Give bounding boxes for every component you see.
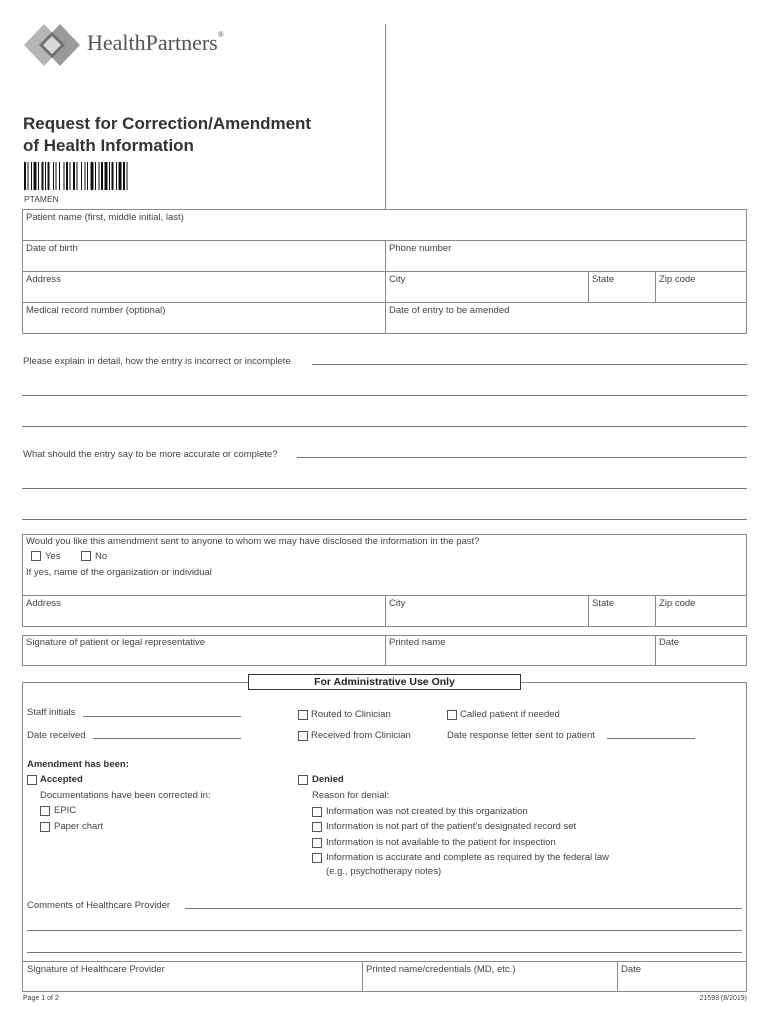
yes-label: Yes — [45, 551, 61, 562]
paper-chart-label: Paper chart — [54, 821, 104, 832]
provider-signature-field[interactable]: Signature of Healthcare Provider — [27, 964, 165, 975]
provider-date-field[interactable]: Date — [621, 964, 642, 975]
barcode-icon — [24, 162, 184, 190]
organization-field[interactable]: If yes, name of the organization or individual — [26, 567, 212, 578]
comments-label: Comments of Healthcare Provider — [27, 900, 171, 911]
disclosure-city-field[interactable]: City — [389, 598, 406, 609]
admin-header: For Administrative Use Only — [248, 674, 521, 690]
accepted-checkbox[interactable] — [27, 775, 37, 785]
zip-code-field[interactable]: Zip code — [659, 274, 696, 285]
denied-checkbox[interactable] — [298, 775, 308, 785]
reason-option: Information is accurate and complete as required by the federal law — [326, 852, 610, 863]
medical-record-number-field[interactable]: Medical record number (optional) — [26, 305, 166, 316]
explain-line[interactable] — [22, 395, 747, 396]
reason-checkbox[interactable] — [312, 838, 322, 848]
comments-line[interactable] — [185, 908, 742, 909]
header-divider — [385, 24, 386, 209]
reason-option: Information was not created by this organization — [326, 806, 528, 817]
reason-option: Information is not available to the patient for inspection — [326, 837, 556, 848]
date-of-birth-field[interactable]: Date of birth — [26, 243, 78, 254]
explain-question: Please explain in detail, how the entry is incorrect or incomplete — [23, 356, 291, 367]
paper-chart-checkbox[interactable] — [40, 822, 50, 832]
called-patient-label: Called patient if needed — [460, 709, 560, 720]
routed-checkbox[interactable] — [298, 710, 308, 720]
reason-option: Information is not part of the patient’s designated record set — [326, 821, 577, 832]
accepted-label: Accepted — [40, 774, 83, 785]
comments-line[interactable] — [27, 952, 742, 953]
should-say-line[interactable] — [22, 519, 747, 520]
called-patient-checkbox[interactable] — [447, 710, 457, 720]
barcode-label: PTAMEN — [24, 194, 59, 204]
address-field[interactable]: Address — [26, 274, 61, 285]
date-received-label: Date received — [27, 730, 86, 741]
patient-name-field[interactable]: Patient name (first, middle initial, last) — [26, 212, 184, 223]
barcode — [24, 162, 184, 195]
disclosure-question: Would you like this amendment sent to anyone to whom we may have disclosed the information in the past? — [26, 536, 480, 547]
no-checkbox[interactable] — [81, 551, 91, 561]
should-say-question: What should the entry say to be more accurate or complete? — [23, 449, 278, 460]
phone-number-field[interactable]: Phone number — [389, 243, 452, 254]
healthpartners-logo-icon — [22, 22, 82, 68]
disclosure-address-field[interactable]: Address — [26, 598, 61, 609]
signature-date-field[interactable]: Date — [659, 637, 680, 648]
comments-line[interactable] — [27, 930, 742, 931]
denied-label: Denied — [312, 774, 344, 785]
form-number: 21593 (8/2019) — [699, 995, 747, 1002]
response-letter-label: Date response letter sent to patient — [447, 730, 595, 741]
yes-checkbox[interactable] — [31, 551, 41, 561]
reason-sub-note: (e.g., psychotherapy notes) — [326, 866, 442, 877]
explain-line[interactable] — [312, 364, 747, 365]
reason-checkbox[interactable] — [312, 807, 322, 817]
city-field[interactable]: City — [389, 274, 406, 285]
patient-signature-field[interactable]: Signature of patient or legal representative — [26, 637, 206, 648]
received-from-label: Received from Clinician — [311, 730, 411, 741]
state-field[interactable]: State — [592, 274, 615, 285]
should-say-line[interactable] — [297, 457, 747, 458]
response-letter-line[interactable] — [607, 738, 695, 739]
reason-label: Reason for denial: — [312, 790, 390, 801]
routed-label: Routed to Clinician — [311, 709, 391, 720]
docs-corrected-label: Documentations have been corrected in: — [40, 790, 211, 801]
no-label: No — [95, 551, 108, 562]
staff-initials-line[interactable] — [83, 716, 241, 717]
disclosure-zip-field[interactable]: Zip code — [659, 598, 696, 609]
amendment-status-label: Amendment has been: — [27, 759, 129, 770]
epic-checkbox[interactable] — [40, 806, 50, 816]
logo — [22, 22, 82, 68]
page-number: Page 1 of 2 — [23, 995, 59, 1002]
disclosure-state-field[interactable]: State — [592, 598, 615, 609]
should-say-line[interactable] — [22, 488, 747, 489]
reason-checkbox[interactable] — [312, 853, 322, 863]
received-from-checkbox[interactable] — [298, 731, 308, 741]
page-title: Request for Correction/Amendment of Health Information — [23, 114, 312, 155]
explain-line[interactable] — [22, 426, 747, 427]
logo-text: HealthPartners® — [87, 30, 224, 55]
entry-date-field[interactable]: Date of entry to be amended — [389, 305, 510, 316]
printed-credentials-field[interactable]: Printed name/credentials (MD, etc.) — [366, 964, 516, 975]
printed-name-field[interactable]: Printed name — [389, 637, 446, 648]
reason-checkbox[interactable] — [312, 822, 322, 832]
epic-label: EPIC — [54, 805, 77, 816]
staff-initials-label: Staff initials — [27, 707, 76, 718]
date-received-line[interactable] — [93, 738, 241, 739]
